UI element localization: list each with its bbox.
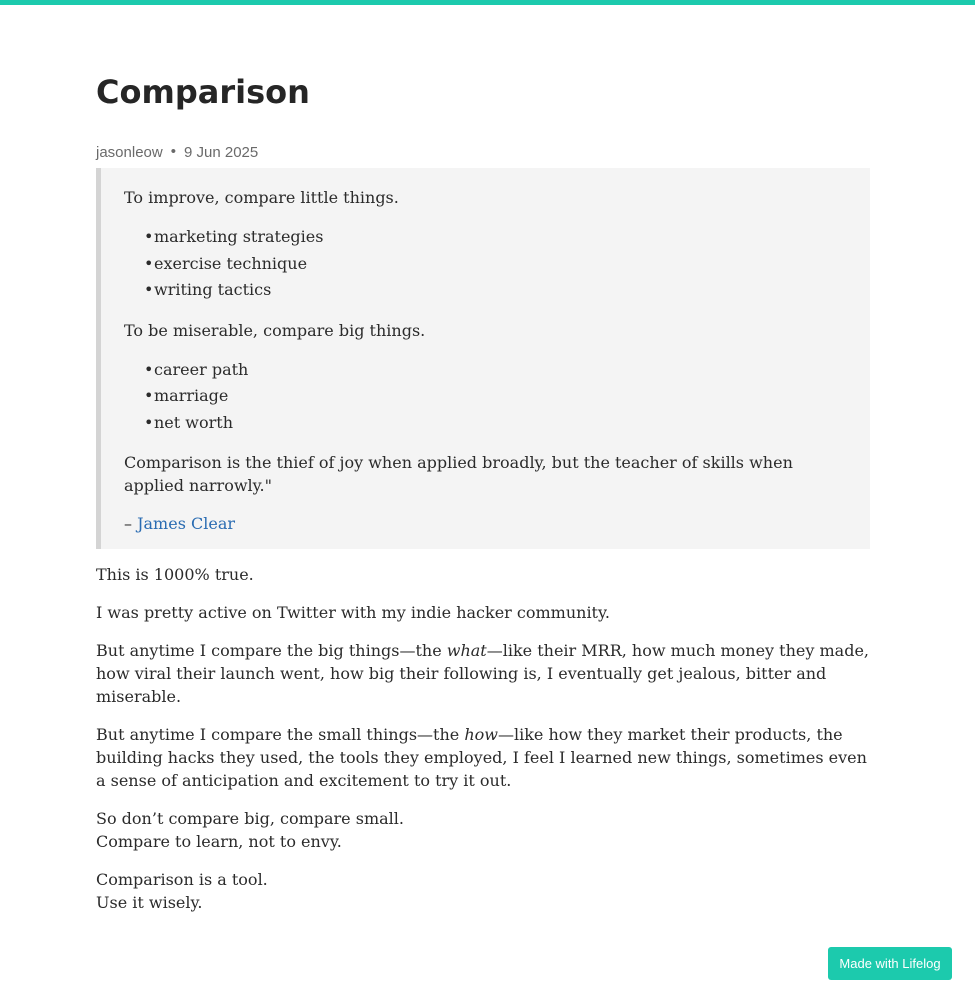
paragraph [96, 639, 870, 708]
top-accent-bar [0, 0, 975, 5]
list-item: • marriage [144, 383, 846, 410]
page-title: Comparison [96, 73, 310, 111]
paragraph-line: Compare to learn, not to envy. [96, 832, 342, 851]
paragraph: I was pretty active on Twitter with my indie hacker community. [96, 603, 610, 622]
quote-line-thief-of-joy: Comparison is the thief of joy when applied broadly, but the teacher of skills when applied narrowly." [124, 453, 793, 495]
little-things-list [124, 224, 846, 304]
list-item: • writing tactics [144, 277, 846, 304]
post-body [96, 563, 870, 929]
paragraph [96, 807, 870, 853]
author-name[interactable]: jasonleow [96, 144, 163, 161]
post-date[interactable]: 9 Jun 2025 [183, 144, 259, 161]
list-item: • net worth [144, 410, 846, 437]
paragraph-line: So don’t compare big, compare small. [96, 809, 404, 828]
paragraph-text: But anytime I compare the big things—the [96, 641, 447, 660]
paragraph: This is 1000% true. [96, 565, 254, 584]
emphasis-how: how [464, 725, 498, 744]
blockquote [96, 168, 870, 549]
post-meta [96, 143, 258, 163]
list-item: • marketing strategies [144, 224, 846, 251]
author-link-james-clear[interactable]: James Clear [137, 514, 235, 533]
paragraph [96, 723, 870, 792]
paragraph [96, 868, 870, 914]
list-item: • career path [144, 357, 846, 384]
quote-attribution [124, 512, 846, 535]
paragraph-line: Comparison is a tool. [96, 870, 268, 889]
quote-line-improve: To improve, compare little things. [124, 188, 399, 207]
list-item: • exercise technique [144, 251, 846, 278]
paragraph-text: —like their MRR, how much money they made, how viral their launch went, how big their following is, I eventually get jealous, bitter and miserable. [96, 641, 870, 706]
big-things-list [124, 357, 846, 437]
paragraph-line: Use it wisely. [96, 893, 203, 912]
meta-separator: • [170, 143, 176, 160]
attribution-dash: – [124, 514, 138, 533]
paragraph-text: —like how they market their products, the building hacks they used, the tools they employed, I feel I learned new things, sometimes even a sense of anticipation and excitement to try it out. [96, 725, 867, 790]
made-with-lifelog-button[interactable]: Made with Lifelog [828, 947, 952, 980]
quote-line-miserable: To be miserable, compare big things. [124, 320, 426, 340]
emphasis-what: what [446, 641, 487, 660]
paragraph-text: But anytime I compare the small things—the [96, 725, 465, 744]
